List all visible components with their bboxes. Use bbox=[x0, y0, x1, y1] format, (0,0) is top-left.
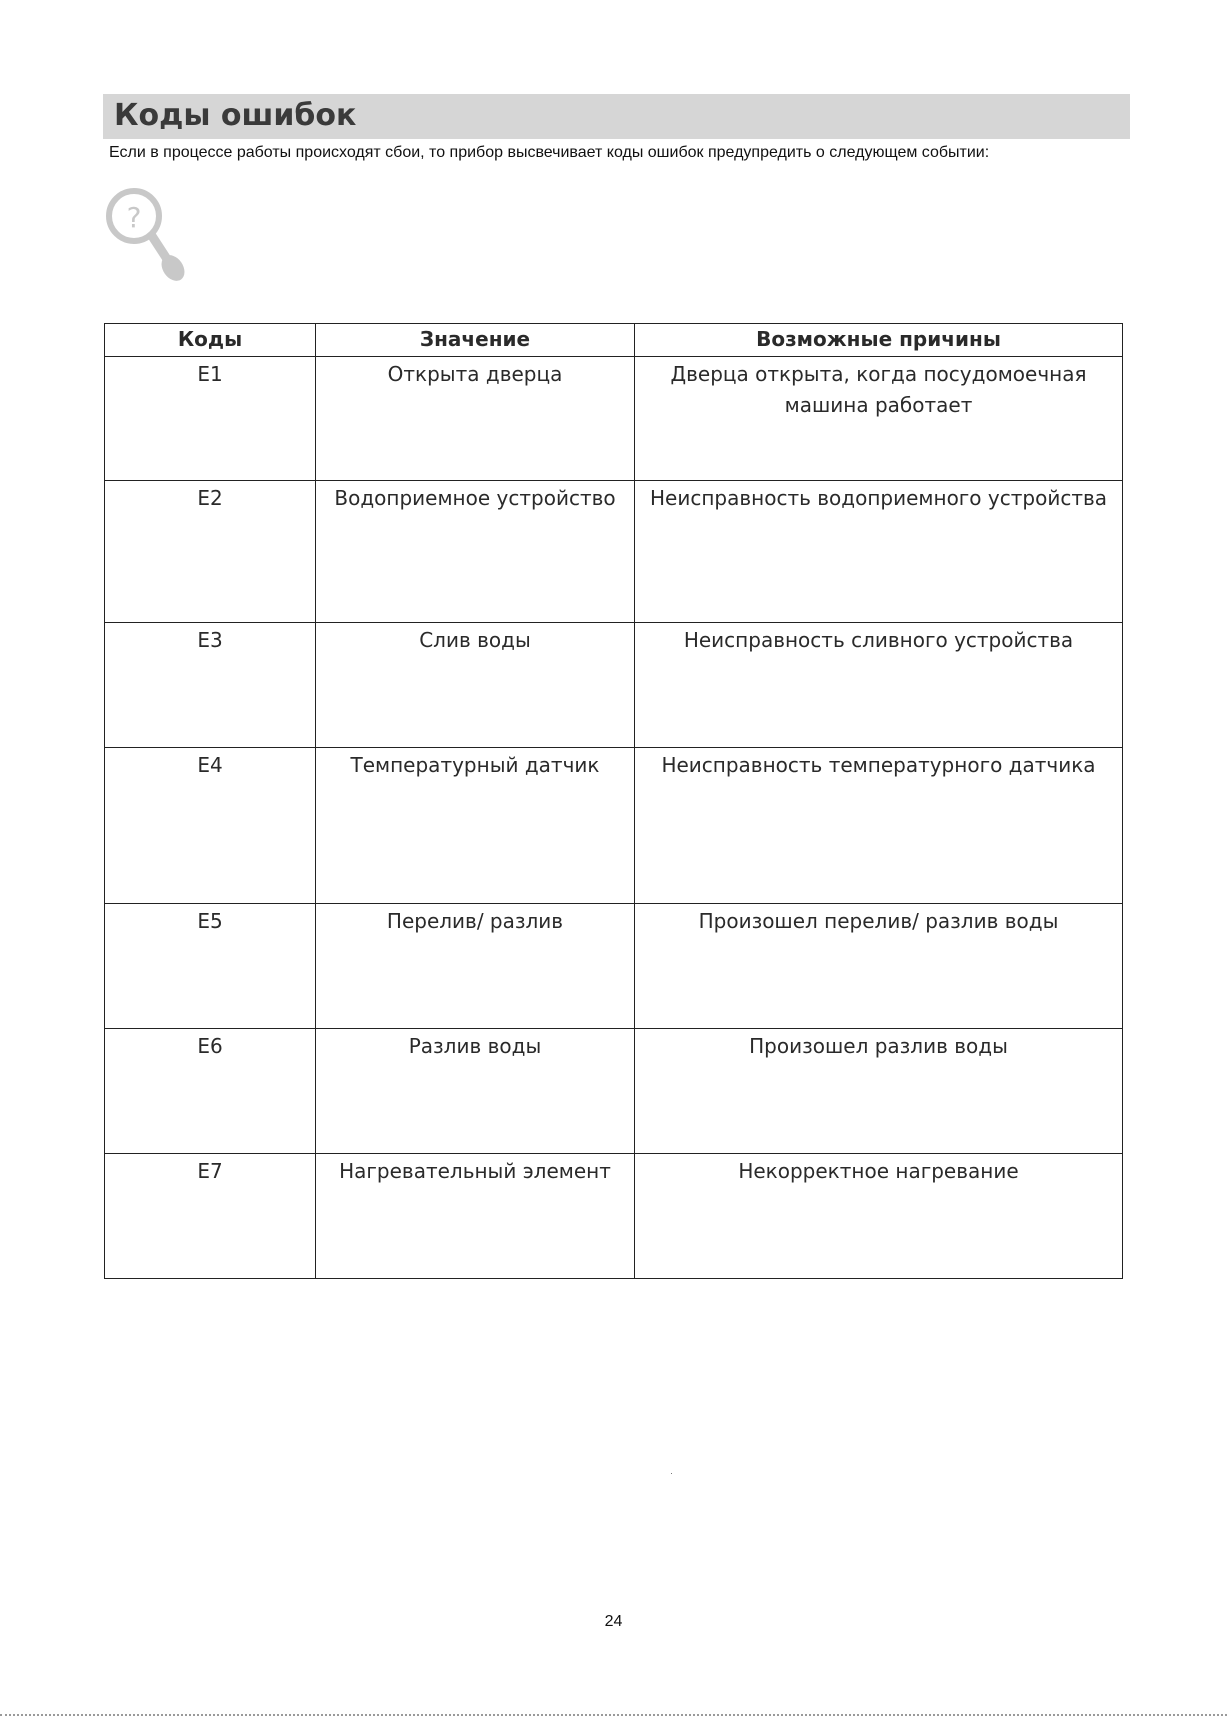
bottom-dotted-border bbox=[0, 1714, 1227, 1716]
meaning-cell: Температурный датчик bbox=[316, 748, 635, 904]
table-row bbox=[105, 357, 1123, 481]
table-row bbox=[105, 481, 1123, 623]
meaning-cell: Нагревательный элемент bbox=[316, 1154, 635, 1279]
title-bar bbox=[103, 94, 1130, 139]
table-row bbox=[105, 623, 1123, 748]
cause-cell: Произошел перелив/ разлив воды bbox=[635, 904, 1123, 1029]
header-causes: Возможные причины bbox=[635, 324, 1123, 357]
cause-cell: Дверца открыта, когда посудомоечная машина работает bbox=[635, 357, 1123, 481]
error-codes-table bbox=[104, 323, 1123, 1279]
scan-speck bbox=[671, 1473, 672, 1474]
cause-cell: Неисправность температурного датчика bbox=[635, 748, 1123, 904]
table-row bbox=[105, 904, 1123, 1029]
table-header-row bbox=[105, 324, 1123, 357]
page-number: 24 bbox=[604, 1613, 623, 1630]
table-row bbox=[105, 748, 1123, 904]
code-cell: E4 bbox=[105, 748, 316, 904]
page-title: Коды ошибок bbox=[114, 98, 357, 133]
table-row bbox=[105, 1154, 1123, 1279]
cause-cell: Произошел разлив воды bbox=[635, 1029, 1123, 1154]
meaning-cell: Открыта дверца bbox=[316, 357, 635, 481]
code-cell: E6 bbox=[105, 1029, 316, 1154]
header-meaning: Значение bbox=[316, 324, 635, 357]
header-codes: Коды bbox=[105, 324, 316, 357]
question-mark-glyph: ? bbox=[126, 201, 142, 234]
table-row bbox=[105, 1029, 1123, 1154]
code-cell: E3 bbox=[105, 623, 316, 748]
magnifier-question-icon bbox=[100, 180, 200, 290]
cause-cell: Неисправность сливного устройства bbox=[635, 623, 1123, 748]
code-cell: E1 bbox=[105, 357, 316, 481]
code-cell: E2 bbox=[105, 481, 316, 623]
code-cell: E5 bbox=[105, 904, 316, 1029]
cause-cell: Неисправность водоприемного устройства bbox=[635, 481, 1123, 623]
meaning-cell: Слив воды bbox=[316, 623, 635, 748]
meaning-cell: Разлив воды bbox=[316, 1029, 635, 1154]
intro-text: Если в процессе работы происходят сбои, то прибор высвечивает коды ошибок предупредить о следующем событии: bbox=[109, 144, 990, 161]
code-cell: E7 bbox=[105, 1154, 316, 1279]
meaning-cell: Водоприемное устройство bbox=[316, 481, 635, 623]
cause-cell: Некорректное нагревание bbox=[635, 1154, 1123, 1279]
meaning-cell: Перелив/ разлив bbox=[316, 904, 635, 1029]
